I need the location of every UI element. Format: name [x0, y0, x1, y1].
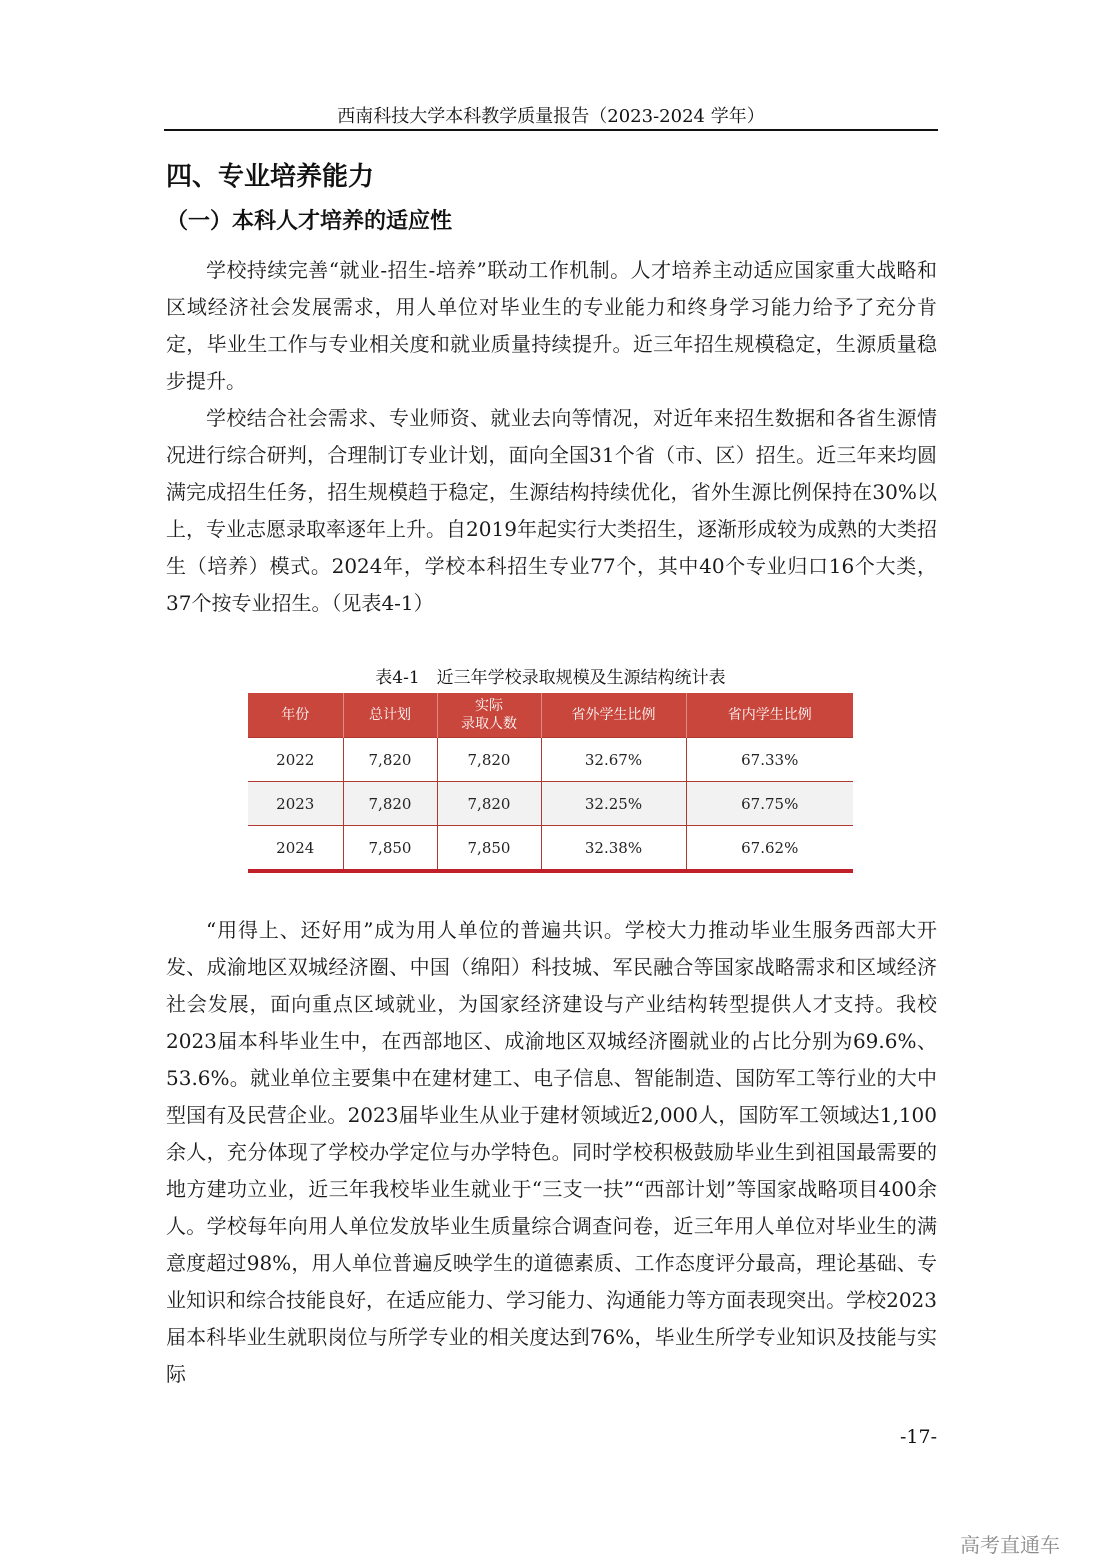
cell-year: 2022 — [248, 738, 343, 782]
page-number: -17- — [899, 1426, 937, 1448]
cell-total-plan: 7,820 — [343, 782, 437, 826]
column-header-out-of-province-ratio: 省外学生比例 — [541, 693, 686, 738]
header-divider — [164, 129, 938, 131]
column-header-year: 年份 — [248, 693, 343, 738]
cell-actual-admitted: 7,820 — [437, 738, 541, 782]
cell-year: 2024 — [248, 826, 343, 872]
table-caption: 表4-1 近三年学校录取规模及生源结构统计表 — [375, 668, 726, 688]
body-paragraph: “用得上、还好用”成为用人单位的普遍共识。学校大力推动毕业生服务西部大开发、成渝地区双城经济圈、中国（绵阳）科技城、军民融合等国家战略需求和区域经济社会发展，面向重点区域就业，为国家经济建设与产业结构转型提供人才支持。我校2023届本科毕业生中，在西部地区、成渝地区双城经济圈就业的占比分别为69.6%、53.6%。就业单位主要集中在建材建工、电子信息、智能制造、国防军工等行业的大中型国有及民营企业。2023届毕业生从业于建材领域近2,000人，国防军工领域达1,100余人，充分体现了学校办学定位与办学特色。同时学校积极鼓励毕业生到祖国最需要的地方建功立业，近三年我校毕业生就业于“三支一扶”“西部计划”等国家战略项目400余人。学校每年向用人单位发放毕业生质量综合调查问卷，近三年用人单位对毕业生的满意度超过98%，用人单位普遍反映学生的道德素质、工作态度评分最高，理论基础、专业知识和综合技能良好，在适应能力、学习能力、沟通能力等方面表现突出。学校2023届本科毕业生就职岗位与所学专业的相关度达到76%，毕业生所学专业知识及技能与实际 — [166, 918, 937, 1386]
table-row — [248, 826, 853, 872]
section-title: 四、专业培养能力 — [166, 162, 375, 192]
cell-out-of-province-ratio: 32.38% — [541, 826, 686, 872]
column-header-actual-line2: 录取人数 — [461, 716, 517, 732]
subsection-title: （一）本科人才培养的适应性 — [166, 209, 453, 234]
cell-in-province-ratio: 67.33% — [686, 738, 853, 782]
cell-in-province-ratio: 67.75% — [686, 782, 853, 826]
cell-out-of-province-ratio: 32.25% — [541, 782, 686, 826]
cell-year: 2023 — [248, 782, 343, 826]
cell-total-plan: 7,850 — [343, 826, 437, 872]
column-header-in-province-ratio: 省内学生比例 — [686, 693, 853, 738]
cell-total-plan: 7,820 — [343, 738, 437, 782]
column-header-actual-line1: 实际 — [475, 698, 503, 714]
table-row — [248, 738, 853, 782]
cell-in-province-ratio: 67.62% — [686, 826, 853, 872]
table-header-row — [248, 693, 853, 738]
column-header-total-plan: 总计划 — [343, 693, 437, 738]
cell-actual-admitted: 7,820 — [437, 782, 541, 826]
watermark: 高考直通车 — [960, 1533, 1060, 1557]
page-header-title: 西南科技大学本科教学质量报告（2023-2024 学年） — [337, 106, 765, 127]
column-header-actual-admitted — [437, 693, 541, 738]
cell-actual-admitted: 7,850 — [437, 826, 541, 872]
body-paragraph: 学校持续完善“就业-招生-培养”联动工作机制。人才培养主动适应国家重大战略和区域经济社会发展需求，用人单位对毕业生的专业能力和终身学习能力给予了充分肯定，毕业生工作与专业相关度和就业质量持续提升。近三年招生规模稳定，生源质量稳步提升。 — [166, 258, 937, 393]
table-row — [248, 782, 853, 826]
cell-out-of-province-ratio: 32.67% — [541, 738, 686, 782]
body-paragraph: 学校结合社会需求、专业师资、就业去向等情况，对近年来招生数据和各省生源情况进行综合研判，合理制订专业计划，面向全国31个省（市、区）招生。近三年来均圆满完成招生任务，招生规模趋于稳定，生源结构持续优化，省外生源比例保持在30%以上，专业志愿录取率逐年上升。自2019年起实行大类招生，逐渐形成较为成熟的大类招生（培养）模式。2024年，学校本科招生专业77个，其中40个专业归口16个大类，37个按专业招生。（见表4-1） — [166, 406, 937, 615]
enrollment-table — [248, 693, 853, 873]
